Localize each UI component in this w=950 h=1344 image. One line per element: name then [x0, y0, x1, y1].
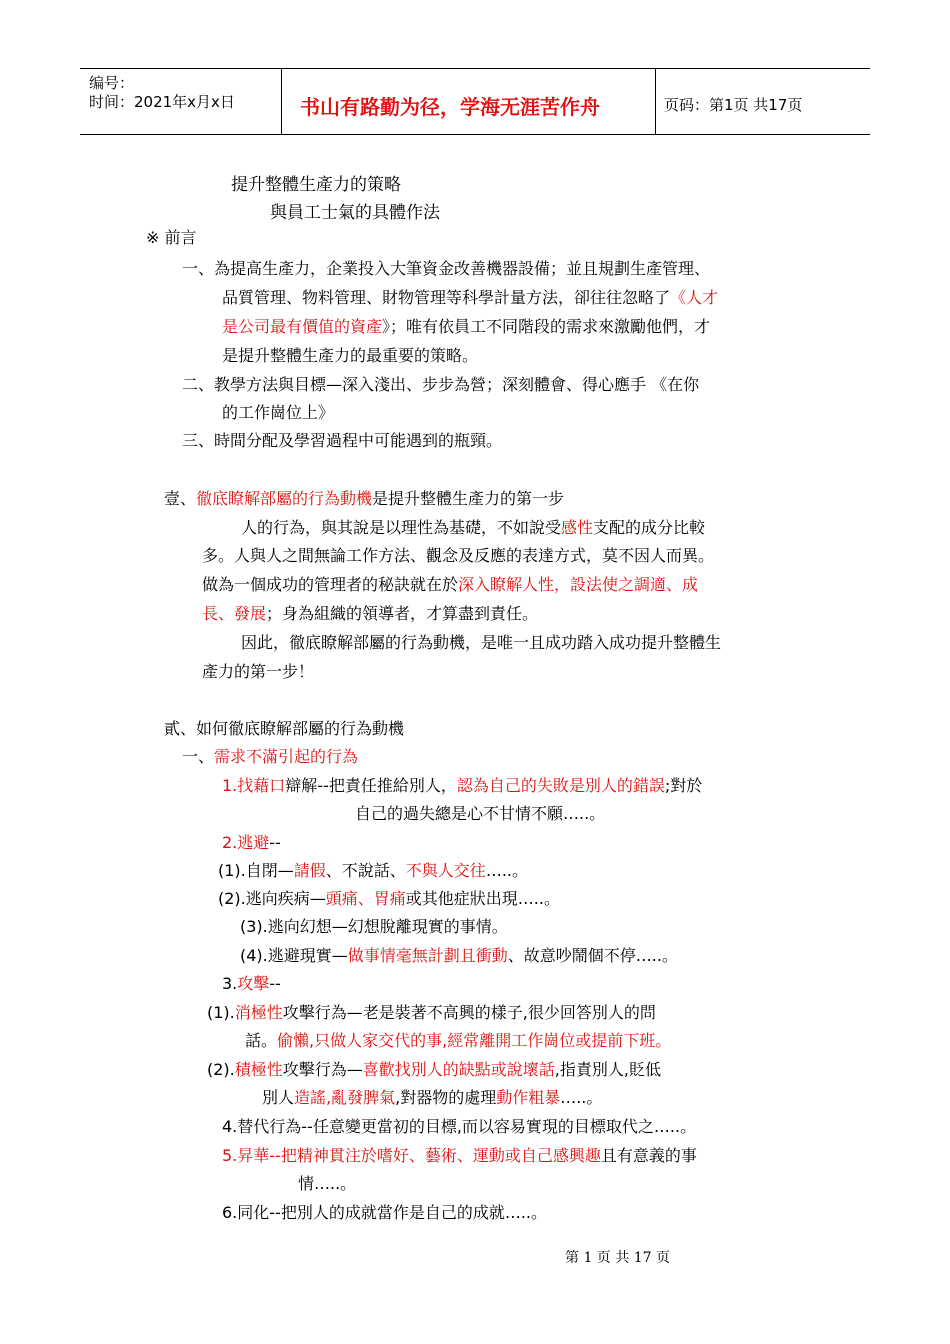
section1-para1-line1 [241, 515, 705, 538]
document-title-line1: 提升整體生產力的策略 [231, 175, 401, 195]
item4: 4.替代行為--任意變更當初的目標,而以容易實現的目標取代之…..。 [222, 1117, 697, 1136]
item2-sub1-c: 、不說話、 [325, 861, 406, 880]
document-title-line2: 與員工士氣的具體作法 [270, 203, 440, 223]
section1-p1-highlight: 感性 [561, 518, 594, 537]
section2-subheading-prefix: 一、 [182, 747, 215, 766]
item1-text-d: ;對於 [664, 776, 703, 795]
item2-sub1-a: (1).自閉— [218, 861, 294, 880]
item5-text: 且有意義的事 [600, 1146, 697, 1165]
item2-sub1 [218, 858, 528, 881]
item2-sub4-c: 、故意吵鬧個不停…..。 [507, 946, 678, 965]
item3-sub2-a: (2). [207, 1060, 235, 1079]
item2-sub2-a: (2).逃向疾病— [218, 889, 326, 908]
section1-heading-highlight: 徹底瞭解部屬的行為動機 [196, 489, 373, 508]
section1-p4-text: ；身為組織的領導者，才算盡到責任。 [266, 604, 539, 623]
header-time-label: 时间：2021年x月x日 [89, 93, 235, 111]
item3-sub2-b: 積極性 [234, 1060, 283, 1079]
preface-item2-line1: 二、教學方法與目標—深入淺出、步步為營；深刻體會、得心應手 《在你 [182, 375, 700, 394]
item3-heading [222, 971, 281, 994]
section1-para1-line4 [202, 601, 538, 624]
item3-sub1-line1 [207, 1000, 656, 1023]
item3-sub1-a: (1). [207, 1003, 235, 1022]
section1-para2-line2: 產力的第一步！ [202, 662, 315, 681]
item3-sub2-line2 [262, 1085, 602, 1108]
item1-line2: 自己的過失總是心不甘情不願…..。 [355, 804, 606, 823]
item2-sub3: (3).逃向幻想—幻想脫離現實的事情。 [240, 917, 508, 936]
item2-sub4-a: (4).逃避現實— [240, 946, 348, 965]
item3-sub2-c: 攻擊行為— [282, 1060, 363, 1079]
section1-p4-highlight: 長、發展 [202, 604, 267, 623]
item6: 6.同化--把別人的成就當作是自己的成就…..。 [222, 1203, 547, 1222]
item1-line1 [222, 773, 702, 796]
header-divider-left [281, 68, 282, 135]
section1-para1-line2: 多。人與人之間無論工作方法、觀念及反應的表達方式，莫不因人而異。 [202, 546, 715, 565]
header-number-label: 编号： [89, 74, 135, 92]
item3-label: 攻擊 [237, 974, 270, 993]
item2-sub1-e: …..。 [485, 861, 528, 880]
header-bottom-rule [80, 134, 870, 135]
item3-sub2-e: ,指責別人,貶低 [554, 1060, 661, 1079]
header-top-rule [80, 68, 870, 69]
section1-para2-line1: 因此，徹底瞭解部屬的行為動機，是唯一且成功踏入成功提升整體生 [241, 633, 722, 652]
section1-p3-text: 做為一個成功的管理者的秘訣就在於 [202, 575, 459, 594]
item3-sub2-f: 別人 [262, 1088, 295, 1107]
section1-p1-text-c: 支配的成分比較 [593, 518, 706, 537]
item3-sub1-line2 [245, 1028, 671, 1051]
section1-heading-prefix: 壹、 [164, 489, 197, 508]
item5-line2: 情…..。 [298, 1174, 357, 1193]
preface-heading: ※ 前言 [146, 228, 197, 247]
item2-sub1-d: 不與人交往 [405, 861, 486, 880]
header-divider-right [655, 68, 656, 135]
preface-item1-line1: 一、為提高生產力，企業投入大筆資金改善機器設備；並且規劃生產管理、 [182, 259, 711, 278]
item3-sub2-line1 [207, 1057, 661, 1080]
section1-para1-line3 [202, 572, 698, 595]
item3-label-tail: -- [269, 974, 281, 993]
item3-sub2-i: 動作粗暴 [496, 1088, 561, 1107]
section2-subheading [182, 744, 358, 767]
item2-label-tail: -- [269, 833, 281, 852]
section1-p1-text-a: 人的行為，與其說是以理性為基礎，不如說受 [241, 518, 562, 537]
preface-item1-line3-text: 》；唯有依員工不同階段的需求來激勵他們，才 [382, 317, 711, 336]
item3-sub1-e: 偷懶,只做人家交代的事,經常離開工作崗位或提前下班。 [277, 1031, 672, 1050]
section1-heading [164, 486, 564, 509]
item2-sub1-b: 請假 [293, 861, 326, 880]
header-motto: 书山有路勤为径，学海无涯苦作舟 [300, 95, 600, 119]
item2-sub2 [218, 886, 560, 909]
preface-item1-highlight-end: 是公司最有價值的資產 [222, 317, 383, 336]
item2-heading [222, 830, 281, 853]
preface-item1-line2 [222, 285, 718, 308]
section1-heading-suffix: 是提升整體生產力的第一步 [372, 489, 565, 508]
item3-sub2-h: ,對器物的處理 [395, 1088, 497, 1107]
item3-sub1-d: 話。 [245, 1031, 278, 1050]
item3-sub2-j: …..。 [560, 1088, 603, 1107]
preface-item2-line2: 的工作崗位上》 [222, 403, 335, 422]
item5-line1 [222, 1143, 697, 1166]
section2-heading: 貳、如何徹底瞭解部屬的行為動機 [164, 719, 405, 738]
item3-number: 3. [222, 974, 238, 993]
item3-sub1-c: 攻擊行為—老是裝著不高興的樣子,很少回答別人的問 [282, 1003, 656, 1022]
item2-label: 2.逃避 [222, 833, 270, 852]
item1-highlight: 認為自己的失敗是別人的錯誤 [456, 776, 665, 795]
item5-highlight: 5.昇華--把精神貫注於嗜好、藝術、運動或自己感興趣 [222, 1146, 601, 1165]
preface-item1-line3 [222, 314, 710, 337]
item2-sub4-b: 做事情毫無計劃且衝動 [347, 946, 508, 965]
item3-sub2-g: 造謠,亂發脾氣 [294, 1088, 396, 1107]
preface-item1-highlight-start: 《人才 [670, 288, 719, 307]
item2-sub4 [240, 943, 678, 966]
item1-text-b: 辯解--把責任推給別人， [285, 776, 457, 795]
item3-sub1-b: 消極性 [234, 1003, 283, 1022]
section2-subheading-highlight: 需求不滿引起的行為 [214, 747, 359, 766]
preface-item1-line2-text: 品質管理、物料管理、財物管理等科學計量方法，卻往往忽略了 [222, 288, 671, 307]
item3-sub2-d: 喜歡找別人的缺點或說壞話 [362, 1060, 555, 1079]
section1-p3-highlight: 深入瞭解人性，設法使之調適、成 [458, 575, 699, 594]
header-page-info: 页码：第1页 共17页 [664, 96, 803, 114]
item2-sub2-c: 或其他症狀出現…..。 [405, 889, 560, 908]
preface-item1-line4: 是提升整體生產力的最重要的策略。 [222, 346, 479, 365]
footer-page-number: 第 1 页 共 17 页 [565, 1250, 670, 1266]
item1-label: 1.找藉口 [222, 776, 286, 795]
item2-sub2-b: 頭痛、胃痛 [325, 889, 406, 908]
preface-item3: 三、時間分配及學習過程中可能遇到的瓶頸。 [182, 431, 503, 450]
